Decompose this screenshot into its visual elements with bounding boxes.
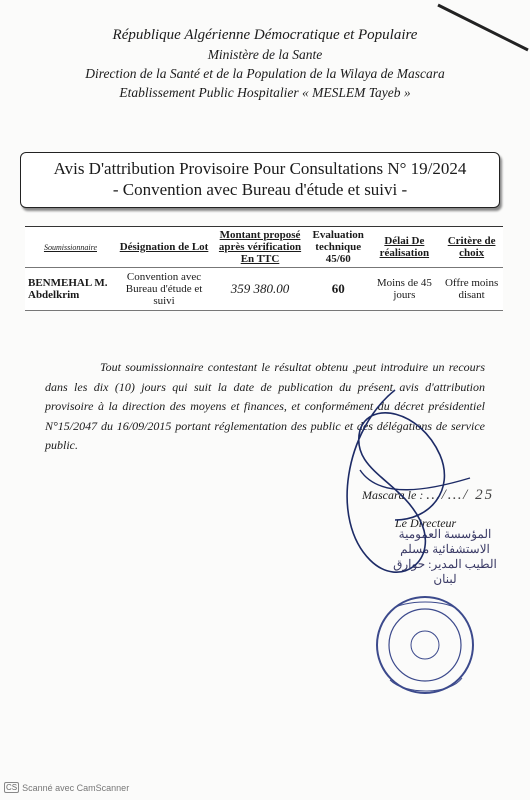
header-criterion: Critère de choix [440, 227, 503, 268]
notice-body-text: Tout soumissionnaire contestant le résultat obtenu ,peut introduire un recours dans les dix (10) jours qui suit la date de publication du présent avis d'attribution provisoire à la direction des moyens et finances, et conformément du décret présidentiel N°15/2047 du 16/09/2015 portant réglementation des public et des délégations de service public. [45, 360, 485, 452]
place-label: Mascara le : [362, 488, 424, 502]
camscanner-watermark [4, 782, 129, 793]
header-amount: Montant proposé après vérification En TTC [212, 227, 308, 268]
establishment-title: Etablissement Public Hospitalier « MESLEM Tayeb » [119, 85, 411, 100]
republic-title: République Algérienne Démocratique et Populaire [112, 27, 418, 43]
director-stamp-text: المؤسسة العمومية الاستشفائية مسلم الطيب المدير: حوارق لبنان [393, 527, 497, 586]
director-title: Le Directeur [395, 516, 457, 530]
notice-subtitle: - Convention avec Bureau d'étude et suivi - [112, 180, 408, 199]
cell-lot: Convention avec Bureau d'étude et suivi [116, 268, 212, 311]
date-scribble: …/…/ 25 [426, 487, 495, 503]
signature-stroke [347, 390, 444, 572]
header-evaluation: Evaluation technique 45/60 [308, 227, 369, 268]
header-delay: Délai De réalisation [369, 227, 441, 268]
header-lot: Désignation de Lot [116, 227, 212, 268]
cell-delay: Moins de 45 jours [369, 268, 441, 311]
cell-bidder: BENMEHAL M. Abdelkrim [25, 268, 116, 311]
notice-title: Avis D'attribution Provisoire Pour Consultations N° 19/2024 [53, 159, 467, 178]
ministry-title: Ministère de la Sante [207, 47, 323, 62]
direction-title: Direction de la Santé et de la Population de la Wilaya de Mascara [85, 66, 445, 81]
round-stamp [377, 597, 473, 693]
camscanner-icon: CS [6, 783, 18, 792]
cell-amount: 359 380.00 [212, 268, 308, 311]
camscanner-label: Scanné avec CamScanner [22, 782, 130, 793]
cell-criterion: Offre moins disant [440, 268, 503, 311]
corner-mark [438, 5, 528, 50]
cell-score: 60 [308, 268, 369, 311]
header-bidder: Soumissionnaire [25, 227, 116, 268]
